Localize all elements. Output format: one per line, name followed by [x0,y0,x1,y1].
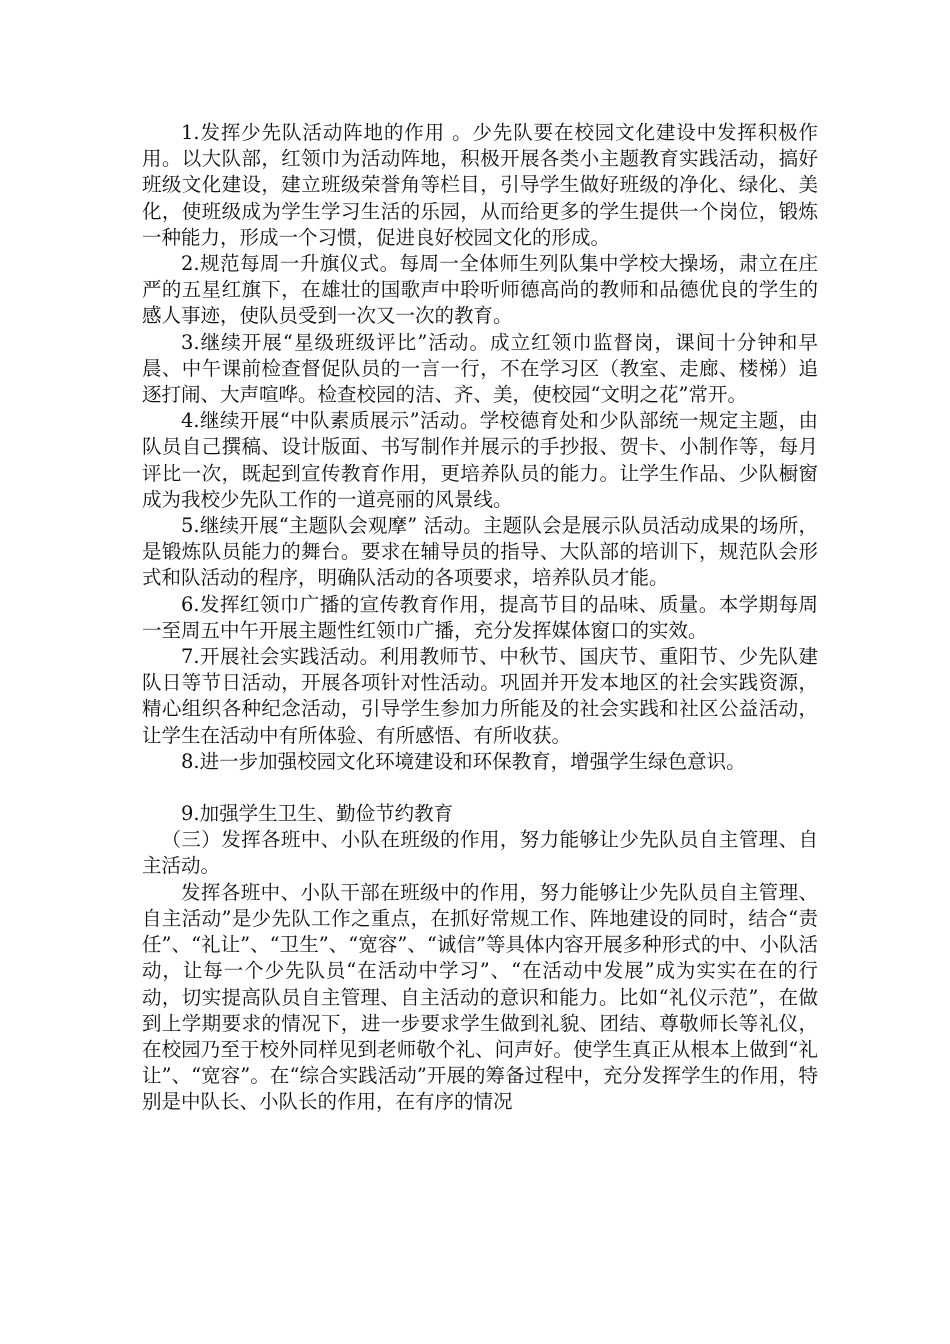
paragraph-item-5: 5.继续开展“主题队会观摩” 活动。主题队会是展示队员活动成果的场所，是锻炼队员能力的舞台。要求在辅导员的指导、大队部的培训下，规范队会形式和队活动的程序，明确队活动的各项要求，培养队员才能。 [142,514,818,590]
section-heading-3: （三）发挥各班中、小队在班级的作用，努力能够让少先队员自主管理、自主活动。 [142,828,818,878]
paragraph-item-3: 3.继续开展“星级班级评比”活动。成立红领巾监督岗，课间十分钟和早晨、中午课前检查督促队员的一言一行，不在学习区（教室、走廊、楼梯）追逐打闹、大声喧哗。检查校园的洁、齐、美，使校园“文明之花”常开。 [142,330,818,407]
paragraph-item-4: 4.继续开展“中队素质展示”活动。学校德育处和少队部统一规定主题，由队员自己撰稿、设计版面、书写制作并展示的手抄报、贺卡、小制作等，每月评比一次，既起到宣传教育作用，更培养队员的能力。让学生作品、少队橱窗成为我校少先队工作的一道亮丽的风景线。 [142,409,818,511]
paragraph-item-8: 8.进一步加强校园文化环境建设和环保教育，增强学生绿色意识。 [181,749,746,773]
document-body [142,120,818,1116]
paragraph-item-1: 1.发挥少先队活动阵地的作用 。少先队要在校园文化建设中发挥积极作用。以大队部，红领巾为活动阵地，积极开展各类小主题教育实践活动，搞好班级文化建设，建立班级荣誉角等栏目，引导学生做好班级的净化、绿化、美化，使班级成为学生学习生活的乐园，从而给更多的学生提供一个岗位，锻炼一种能力，形成一个习惯，促进良好校园文化的形成。 [142,121,818,249]
paragraph-body-section-3: 发挥各班中、小队干部在班级中的作用，努力能够让少先队员自主管理、自主活动”是少先队工作之重点，在抓好常规工作、阵地建设的同时，结合“责任”、“礼让”、“卫生”、“宽容”、“诚信”等具体内容开展多种形式的中、小队活动，让每一个少先队员“在活动中学习”、“在活动中发展”成为实实在在的行动，切实提高队员自主管理、自主活动的意识和能力。比如“礼仪示范”，在做到上学期要求的情况下，进一步要求学生做到礼貌、团结、尊敬师长等礼仪，在校园乃至于校外同样见到老师敬个礼、问声好。使学生真正从根本上做到“礼让”、“宽容”。在“综合实践活动”开展的筹备过程中，充分发挥学生的作用，特别是中队长、小队长的作用，在有序的情况 [142,880,818,1114]
paragraph-item-6: 6.发挥红领巾广播的宣传教育作用，提高节目的品味、质量。本学期每周一至周五中午开展主题性红领巾广播，充分发挥媒体窗口的实效。 [142,592,818,642]
paragraph-item-7: 7.开展社会实践活动。利用教师节、中秋节、国庆节、重阳节、少先队建队日等节日活动，开展各项针对性活动。巩固并开发本地区的社会实践资源，精心组织各种纪念活动，引导学生参加力所能及的社会实践和社区公益活动，让学生在活动中有所体验、有所感悟、有所收获。 [142,645,818,747]
paragraph-item-9: 9.加强学生卫生、勤俭节约教育 [181,802,454,826]
paragraph-item-2: 2.规范每周一升旗仪式。每周一全体师生列队集中学校大操场，肃立在庄严的五星红旗下，在雄壮的国歌声中聆听师德高尚的教师和品德优良的学生的感人事迹，使队员受到一次又一次的教育。 [142,252,818,328]
